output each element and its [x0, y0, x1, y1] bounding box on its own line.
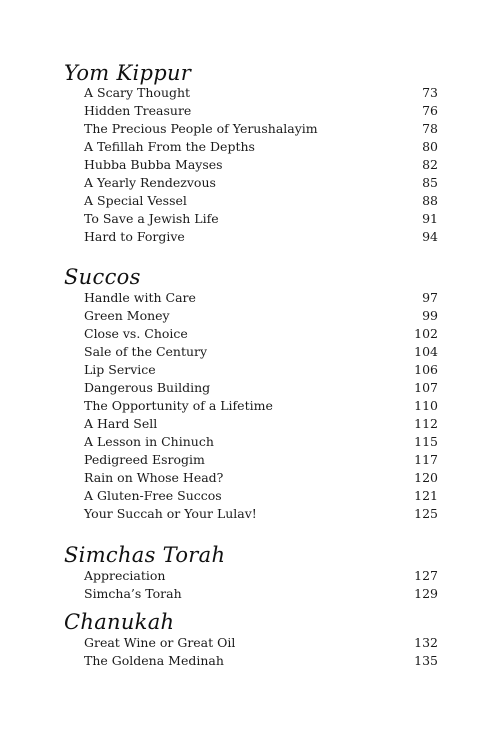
- section-title: Simchas Torah: [64, 543, 226, 567]
- toc-entry[interactable]: [0, 361, 500, 379]
- toc-entry[interactable]: [0, 652, 500, 670]
- entry-page-number: 80: [422, 139, 438, 154]
- toc-entry[interactable]: [0, 567, 500, 585]
- toc-entry[interactable]: [0, 325, 500, 343]
- toc-entry[interactable]: [0, 289, 500, 307]
- entry-title: A Yearly Rendezvous: [84, 175, 216, 190]
- toc-entry[interactable]: [0, 210, 500, 228]
- toc-entry[interactable]: [0, 451, 500, 469]
- toc-entry[interactable]: [0, 343, 500, 361]
- entry-title: A Hard Sell: [84, 416, 158, 431]
- toc-entry[interactable]: [0, 634, 500, 652]
- entry-title: A Special Vessel: [84, 193, 187, 208]
- entry-page-number: 129: [414, 586, 438, 601]
- entry-page-number: 117: [414, 452, 438, 467]
- entry-page-number: 135: [414, 653, 438, 668]
- entry-title: The Goldena Medinah: [84, 653, 224, 668]
- entry-page-number: 85: [422, 175, 438, 190]
- entry-title: Lip Service: [84, 362, 156, 377]
- toc-entry[interactable]: [0, 174, 500, 192]
- toc-entry[interactable]: [0, 84, 500, 102]
- entry-page-number: 102: [414, 326, 438, 341]
- entry-title: Hidden Treasure: [84, 103, 192, 118]
- entry-page-number: 121: [414, 488, 438, 503]
- toc-entry[interactable]: [0, 102, 500, 120]
- entry-title: Hubba Bubba Mayses: [84, 157, 223, 172]
- toc-entry[interactable]: [0, 397, 500, 415]
- toc-entry[interactable]: [0, 228, 500, 246]
- entry-page-number: 78: [422, 121, 438, 136]
- entry-title: A Gluten-Free Succos: [84, 488, 222, 503]
- entry-title: Pedigreed Esrogim: [84, 452, 205, 467]
- entry-page-number: 82: [422, 157, 438, 172]
- toc-entry[interactable]: [0, 379, 500, 397]
- entry-page-number: 132: [414, 635, 438, 650]
- entry-page-number: 125: [414, 506, 438, 521]
- entry-title: To Save a Jewish Life: [84, 211, 219, 226]
- toc-entry[interactable]: [0, 415, 500, 433]
- toc-entry[interactable]: [0, 138, 500, 156]
- toc-entry[interactable]: [0, 307, 500, 325]
- section-title: Succos: [64, 265, 141, 289]
- entry-title: The Opportunity of a Lifetime: [84, 398, 273, 413]
- entry-page-number: 88: [422, 193, 438, 208]
- entry-title: Great Wine or Great Oil: [84, 635, 236, 650]
- entry-page-number: 112: [414, 416, 438, 431]
- entry-title: A Lesson in Chinuch: [84, 434, 214, 449]
- toc-entry[interactable]: [0, 433, 500, 451]
- section-title: Yom Kippur: [64, 61, 192, 85]
- entry-title: Simcha’s Torah: [84, 586, 182, 601]
- entry-title: Sale of the Century: [84, 344, 208, 359]
- section-title: Chanukah: [64, 610, 175, 634]
- entry-page-number: 76: [422, 103, 438, 118]
- entry-title: Green Money: [84, 308, 170, 323]
- entry-page-number: 97: [422, 290, 438, 305]
- toc-entry[interactable]: [0, 585, 500, 603]
- entry-page-number: 110: [414, 398, 438, 413]
- toc-entry[interactable]: [0, 192, 500, 210]
- entry-title: Handle with Care: [84, 290, 196, 305]
- entry-title: Hard to Forgive: [84, 229, 185, 244]
- entry-title: The Precious People of Yerushalayim: [84, 121, 318, 136]
- entry-title: Close vs. Choice: [84, 326, 188, 341]
- entry-page-number: 91: [422, 211, 438, 226]
- entry-title: A Scary Thought: [84, 85, 191, 100]
- toc-entry[interactable]: [0, 487, 500, 505]
- entry-page-number: 73: [422, 85, 438, 100]
- entry-title: Appreciation: [84, 568, 166, 583]
- toc-entry[interactable]: [0, 469, 500, 487]
- entry-page-number: 115: [414, 434, 438, 449]
- entry-page-number: 94: [422, 229, 438, 244]
- entry-page-number: 120: [414, 470, 438, 485]
- toc-entry[interactable]: [0, 505, 500, 523]
- entry-page-number: 99: [422, 308, 438, 323]
- entry-page-number: 106: [414, 362, 438, 377]
- entry-title: A Tefillah From the Depths: [84, 139, 255, 154]
- entry-page-number: 104: [414, 344, 438, 359]
- entry-title: Rain on Whose Head?: [84, 470, 224, 485]
- toc-entry[interactable]: [0, 156, 500, 174]
- toc-entry[interactable]: [0, 120, 500, 138]
- entry-page-number: 127: [414, 568, 438, 583]
- entry-title: Your Succah or Your Lulav!: [84, 506, 257, 521]
- entry-title: Dangerous Building: [84, 380, 211, 395]
- entry-page-number: 107: [414, 380, 438, 395]
